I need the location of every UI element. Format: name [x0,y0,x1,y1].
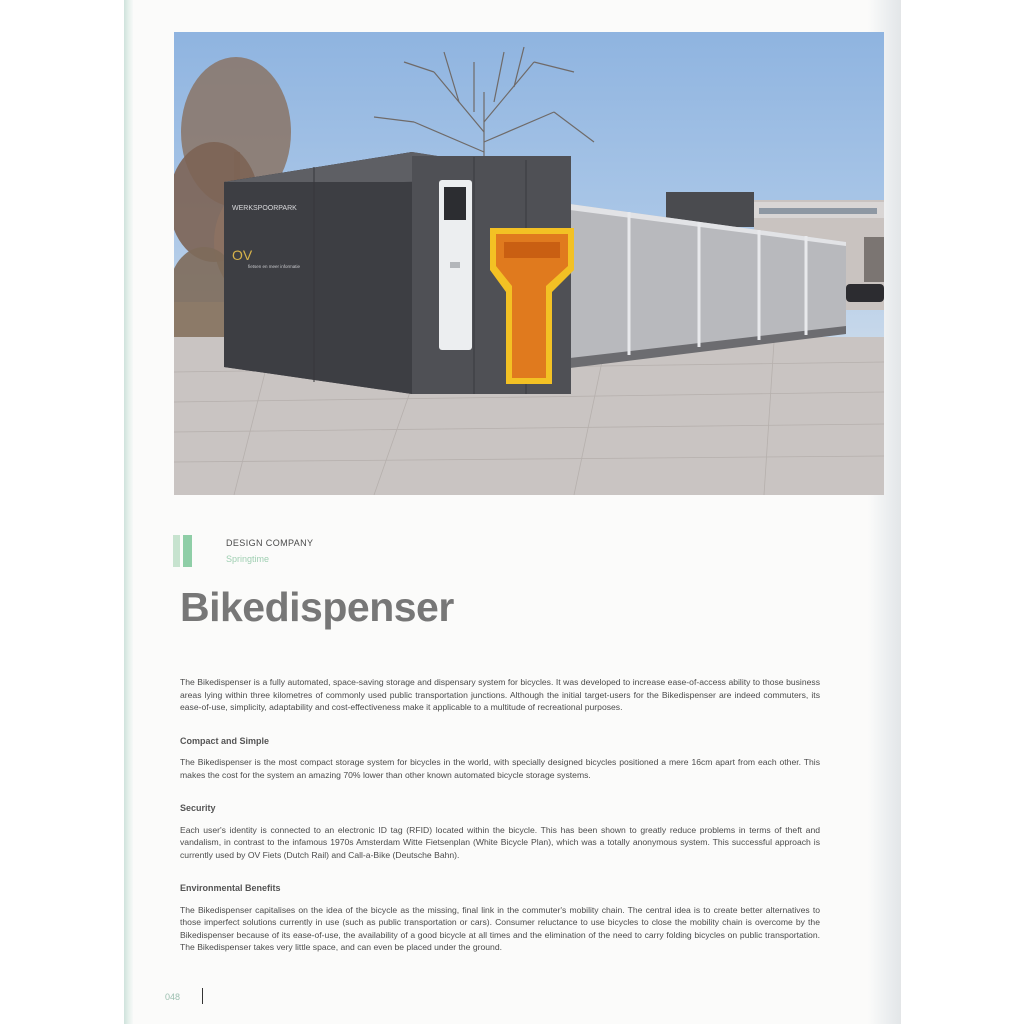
bikedispenser-photo [174,32,884,495]
kiosk-sign-logo: OV [232,247,253,263]
scan-background-right [901,0,1024,1024]
article-body [180,676,820,975]
section-text-compact: The Bikedispenser is the most compact storage system for bicycles in the world, with specially designed bicycles positioned a mere 16cm apart from each other. This makes the cost for the system an amazing 70% lower than other known automated bicycle storage systems. [180,757,820,780]
page-number: 048 [165,992,181,1002]
section-text-security: Each user's identity is connected to an electronic ID tag (RFID) located within the bicycle. This has been shown to greatly reduce problems in terms of theft and vandalism, in contrast to the infamous 1970s Amsterdam Witte Fietsenplan (White Bicycle Plan), which was a totally anonymous system. This successful approach is currently used by OV Fiets (Dutch Rail) and Call-a-Bike (Deutsche Bahn). [180,824,820,860]
section-heading-security: Security [180,803,216,813]
page-spine [124,0,133,1024]
scan-background-left [0,0,124,1024]
kiosk-sign-name: WERKSPOORPARK [232,205,297,212]
category-label: DESIGN COMPANY [226,538,314,548]
section-heading-environment: Environmental Benefits [180,883,281,893]
article-title: Bikedispenser [180,584,454,630]
kiosk-sign-subtitle: fietsen en meer informatie [248,264,301,269]
intro-paragraph: The Bikedispenser is a fully automated, space-saving storage and dispensary system for bicycles. It was developed to increase ease-of-access ability to those business areas lying within three kilometres of commonly used public transportation junctions. Although the initial target-users for the Bikedispenser are indeed commuters, its ease-of-use, simplicity, adaptability and cost-effectiveness make it applicable to a multitude of recreational purposes. [180,677,820,712]
section-text-environment: The Bikedispenser capitalises on the idea of the bicycle as the missing, final link in the commuter's mobility chain. The central idea is to create better alternatives to those imperfect solutions currently in use (such as public transportation or cars). Consumer reluctance to use bicycles to close the mobility chain is overcome by the Bikedispenser because of its ease-of-use, the availability of a good bicycle at all times and the elimination of the need to carry folding bicycles on public transportation. The Bikedispenser takes very little space, and can even be placed under the ground. [180,904,820,952]
photo-illustration [174,32,884,495]
parked-car [846,284,884,302]
company-name: Springtime [226,554,270,564]
section-heading-compact: Compact and Simple [180,735,270,746]
section-accent-bars [173,535,195,567]
page-number-divider [202,988,203,1004]
